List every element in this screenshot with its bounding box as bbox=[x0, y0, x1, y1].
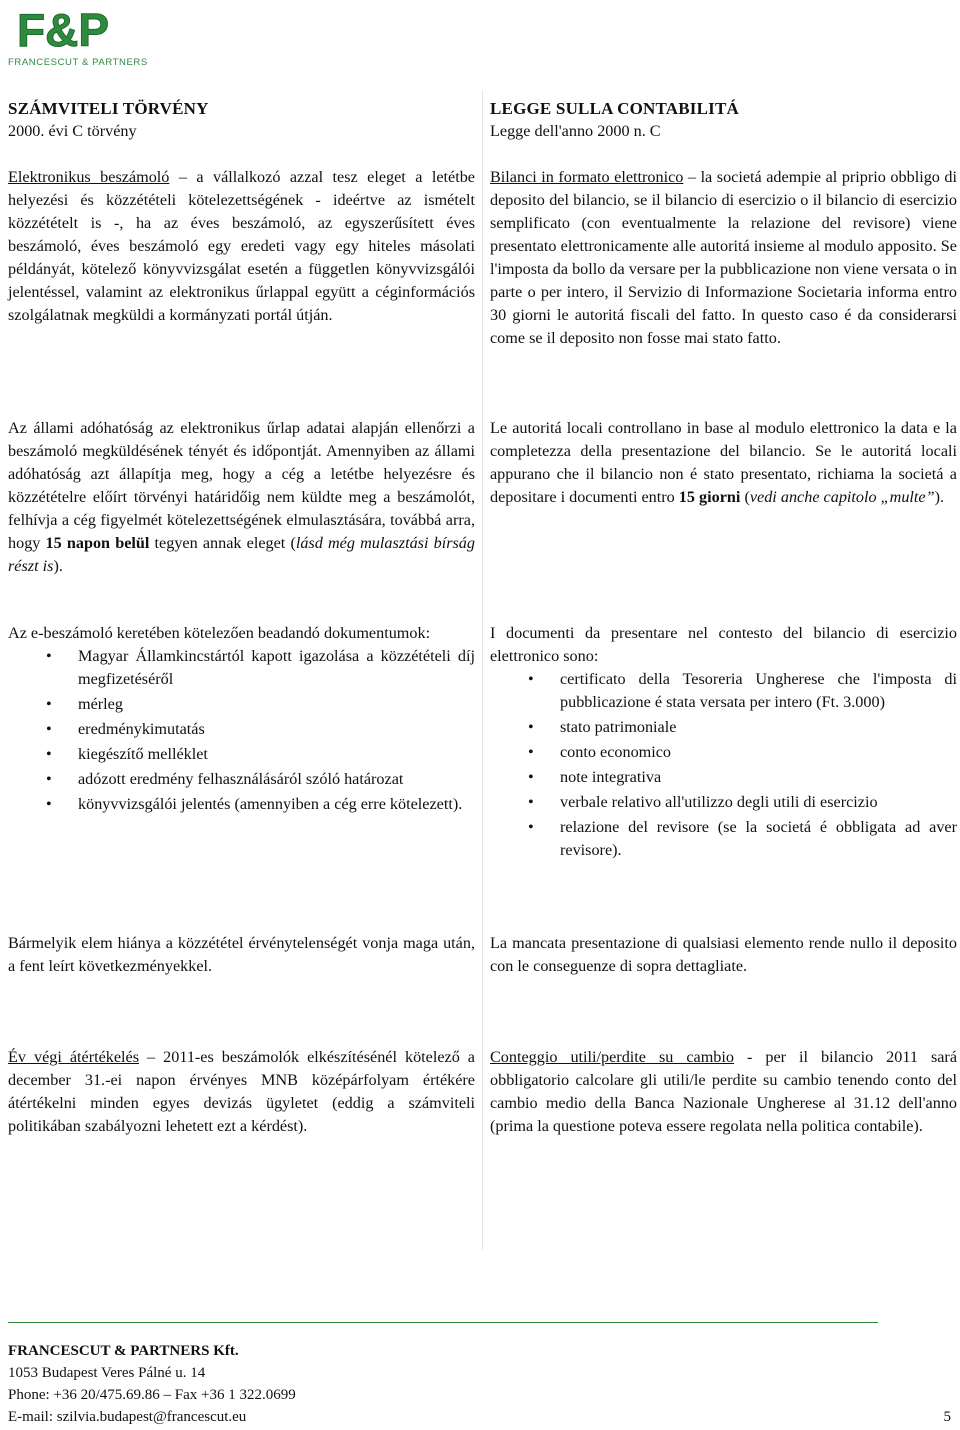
right-p2-text-a: Le autoritá locali controllano in base al modulo elettronico la data e la completezza della presentazione del bilancio. Se le autoritá locali appurano che il bilancio non é stato presentato, richiama la societá a depositare i documenti entro bbox=[490, 419, 957, 506]
left-paragraph-2 bbox=[8, 417, 475, 578]
right-paragraph-5 bbox=[490, 1046, 957, 1138]
list-item: • relazione del revisore (se la societá é obbligata ad aver revisore). bbox=[490, 816, 957, 862]
list-item: • könyvvizsgálói jelentés (amennyiben a cég erre kötelezett). bbox=[8, 793, 475, 816]
left-documents-list bbox=[8, 645, 475, 816]
list-item: • certificato della Tesoreria Ungherese che l'imposta di pubblicazione é stata versata per intero (Ft. 3.000) bbox=[490, 668, 957, 714]
footer-email[interactable]: E-mail: szilvia.budapest@francescut.eu bbox=[8, 1409, 247, 1425]
left-subtitle: 2000. évi C törvény bbox=[8, 122, 137, 140]
list-item: • verbale relativo all'utilizzo degli utili di esercizio bbox=[490, 791, 957, 814]
left-column-hungarian bbox=[8, 97, 475, 143]
footer-rule bbox=[8, 1322, 878, 1323]
right-documents-intro: I documenti da presentare nel contesto del bilancio di esercizio elettronico sono: bbox=[490, 624, 957, 665]
left-documents-section bbox=[8, 622, 475, 818]
list-item: • conto economico bbox=[490, 741, 957, 764]
right-p2-text-c: ). bbox=[934, 488, 945, 506]
right-documents-list bbox=[490, 668, 957, 862]
left-p2-text-c: ). bbox=[53, 557, 63, 575]
left-p5-text: – 2011-es beszámolók elkészítésénél kötelező a december 31.-ei napon érvényes MNB középárfolyam értékére átértékelni minden egyes devizás ügyletet (eddig a számviteli politikában szabályozni lehetett ezt a kérdést). bbox=[8, 1048, 475, 1135]
right-p1-link: Bilanci in formato elettronico bbox=[490, 168, 684, 186]
left-documents-intro: Az e-beszámoló keretében kötelezően beadandó dokumentumok: bbox=[8, 624, 431, 642]
list-item: • note integrativa bbox=[490, 766, 957, 789]
right-documents-section bbox=[490, 622, 957, 864]
logo-subtitle: FRANCESCUT & PARTNERS bbox=[8, 57, 148, 68]
right-p2-italic: vedi anche capitolo „multe” bbox=[749, 488, 935, 506]
right-p2-bold: 15 giorni bbox=[678, 488, 741, 506]
list-item: • mérleg bbox=[8, 693, 475, 716]
footer-phone: Phone: +36 20/475.69.86 – Fax +36 1 322.0699 bbox=[8, 1387, 296, 1403]
right-p1-text: – la societá adempie al priprio obbligo di deposito del bilancio, se il bilancio di esercizio o il bilancio di esercizio semplificato (con eventualmente la relazione del revisore) viene presentato elettronicamente alle autoritá insieme al modulo apposito. Se l'imposta da bollo da versare per la pubblicazione non viene versata o in parte o per intero, il Servizio di Informazione Societaria informa entro 30 giorni le autoritá fiscali del fatto. In questo caso é da considerarsi come se il deposito non fosse mai stato fatto. bbox=[490, 168, 957, 347]
right-paragraph-4: La mancata presentazione di qualsiasi elemento rende nullo il deposito con le conseguenze di sopra dettagliate. bbox=[490, 934, 957, 975]
right-p5-text: - per il bilancio 2011 sará obbligatorio calcolare gli utili/le perdite su cambio tenendo conto del cambio medio della Banca Nazionale Ungherese al 31.12 dell'anno (prima la questione poteva essere regolata nella politica contabile). bbox=[490, 1048, 957, 1135]
left-p1-link: Elektronikus beszámoló bbox=[8, 168, 170, 186]
left-paragraph-5 bbox=[8, 1046, 475, 1138]
right-paragraph-2 bbox=[490, 417, 957, 509]
page-number: 5 bbox=[943, 1409, 951, 1425]
right-subtitle: Legge dell'anno 2000 n. C bbox=[490, 122, 661, 140]
company-logo bbox=[5, 2, 170, 70]
list-item: • stato patrimoniale bbox=[490, 716, 957, 739]
left-paragraph-4: Bármelyik elem hiánya a közzététel érvénytelenségét vonja maga után, a fent leírt következményekkel. bbox=[8, 934, 475, 975]
column-divider bbox=[482, 90, 483, 1250]
list-item: • Magyar Államkincstártól kapott igazolása a közzétételi díj megfizetéséről bbox=[8, 645, 475, 691]
left-p5-link: Év végi átértékelés bbox=[8, 1048, 140, 1066]
footer-address: 1053 Budapest Veres Pálné u. 14 bbox=[8, 1365, 206, 1381]
right-paragraph-1 bbox=[490, 166, 957, 350]
fp-logo-graphic bbox=[5, 2, 170, 70]
left-p1-text: – a vállalkozó azzal tesz eleget a letétbe helyezési és közzétételi kötelezettségének - ideértve az ismételt közzétételt is -, ha az éves beszámoló, az egyszerűsített éves beszámoló, éves beszámoló egy eredeti vagy egy hiteles másolati példányát, kötelező könyvvizsgálat esetén a független könyvvizsgálói jelentéssel, valamint az elektronikus űrlappal együtt a céginformációs szolgálatnak megküldi a kormányzati portál útján. bbox=[8, 168, 475, 324]
footer-company: FRANCESCUT & PARTNERS Kft. bbox=[8, 1343, 239, 1359]
right-title: LEGGE SULLA CONTABILITÁ bbox=[490, 99, 739, 118]
right-p5-link: Conteggio utili/perdite su cambio bbox=[490, 1048, 734, 1066]
logo-mark: F&P bbox=[17, 4, 109, 56]
left-paragraph-1 bbox=[8, 166, 475, 327]
page-footer bbox=[8, 1340, 953, 1428]
left-p2-text-a: Az állami adóhatóság az elektronikus űrlap adatai alapján ellenőrzi a beszámoló megküldésének tényét és időpontját. Amennyiben az állami adóhatóság azt állapítja meg, hogy a cég a letétbe helyezésre és közzétételre előírt törvényi határidőig nem küldte meg a beszámolót, felhívja a cég figyelmét kötelezettségének elmulasztására, továbbá arra, hogy bbox=[8, 419, 475, 552]
list-item: • eredménykimutatás bbox=[8, 718, 475, 741]
right-column-italian bbox=[490, 97, 957, 143]
list-item: • kiegészítő melléklet bbox=[8, 743, 475, 766]
right-p2-text-b: ( bbox=[740, 488, 750, 506]
list-item: • adózott eredmény felhasználásáról szóló határozat bbox=[8, 768, 475, 791]
left-title: SZÁMVITELI TÖRVÉNY bbox=[8, 99, 209, 118]
left-p2-text-b: tegyen annak eleget ( bbox=[149, 534, 296, 552]
left-p2-italic: lásd még mulasztási bírság részt is bbox=[8, 534, 475, 575]
left-p2-bold: 15 napon belül bbox=[45, 534, 150, 552]
